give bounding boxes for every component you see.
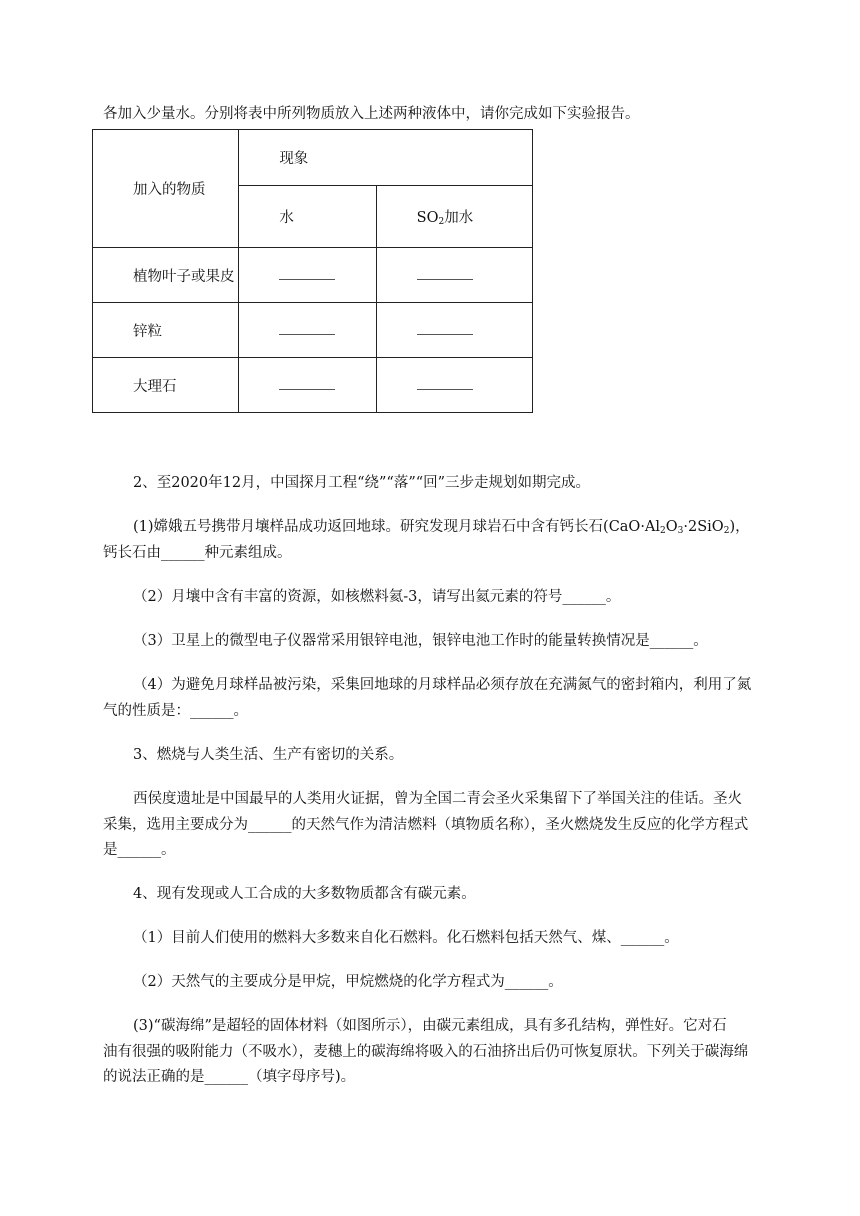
intro-text: 各加入少量水。分别将表中所列物质放入上述两种液体中，请你完成如下实验报告。	[103, 106, 640, 122]
q4-part3-line3: 的说法正确的是______（填字母序号)。	[103, 1069, 356, 1085]
q2-part1-line2: 钙长石由______种元素组成。	[103, 545, 292, 561]
blank-water[interactable]	[239, 303, 376, 358]
q4-part2: （2）天然气的主要成分是甲烷，甲烷燃烧的化学方程式为______。	[133, 974, 563, 990]
header-so2-water: $SO_2$加水	[376, 186, 532, 248]
q2-part3: （3）卫星上的微型电子仪器常采用银锌电池，银锌电池工作时的能量转换情况是______。	[133, 633, 708, 649]
header-phenomenon: 现象	[239, 130, 533, 186]
q2-part2: （2）月壤中含有丰富的资源，如核燃料氦-3，请写出氦元素的符号______。	[133, 589, 621, 605]
blank-so2[interactable]	[376, 303, 532, 358]
row-substance: 植物叶子或果皮	[93, 248, 239, 303]
header-water: 水	[239, 186, 376, 248]
q4-part3-line2: 油有很强的吸附能力（不吸水），麦穗上的碳海绵将吸入的石油挤出后仍可恢复原状。下列关于碳海绵	[103, 1044, 749, 1060]
q3-para-line1: 西侯度遗址是中国最早的人类用火证据，曾为全国二青会圣火采集留下了举国关注的佳话。圣火	[133, 791, 742, 807]
q2-part1-line1: (1)嫦娥五号携带月壤样品成功返回地球。研究发现月球岩石中含有钙长石$(CaO\cdot Al_2O_3\cdot 2SiO_2)$，	[133, 519, 750, 536]
row-substance: 大理石	[93, 358, 239, 413]
q3-para-line2: 采集，选用主要成分为______的天然气作为清洁燃料（填物质名称），圣火燃烧发生反应的化学方程式	[103, 817, 749, 833]
q3-title: 3、燃烧与人类生活、生产有密切的关系。	[133, 747, 404, 763]
blank-water[interactable]	[239, 358, 376, 413]
header-substance: 加入的物质	[93, 130, 239, 248]
q4-title: 4、现有发现或人工合成的大多数物质都含有碳元素。	[133, 886, 476, 902]
q2-title: 2、至2020年12月，中国探月工程“绕”“落”“回”三步走规划如期完成。	[133, 475, 591, 491]
blank-so2[interactable]	[376, 358, 532, 413]
q4-part3-line1: (3)“碳海绵”是超轻的固体材料（如图所示），由碳元素组成，具有多孔结构，弹性好。它对石	[133, 1018, 727, 1034]
experiment-report-table	[92, 129, 533, 413]
blank-water[interactable]	[239, 248, 376, 303]
q2-part4-line2: 气的性质是：______。	[103, 703, 248, 719]
q3-para-line3: 是______。	[103, 842, 176, 858]
blank-so2[interactable]	[376, 248, 532, 303]
q2-part4-line1: （4）为避免月球样品被污染，采集回地球的月球样品必须存放在充满氮气的密封箱内，利用了氮	[133, 677, 752, 693]
q4-part1: （1）目前人们使用的燃料大多数来自化石燃料。化石燃料包括天然气、煤、______。	[133, 930, 679, 946]
row-substance: 锌粒	[93, 303, 239, 358]
